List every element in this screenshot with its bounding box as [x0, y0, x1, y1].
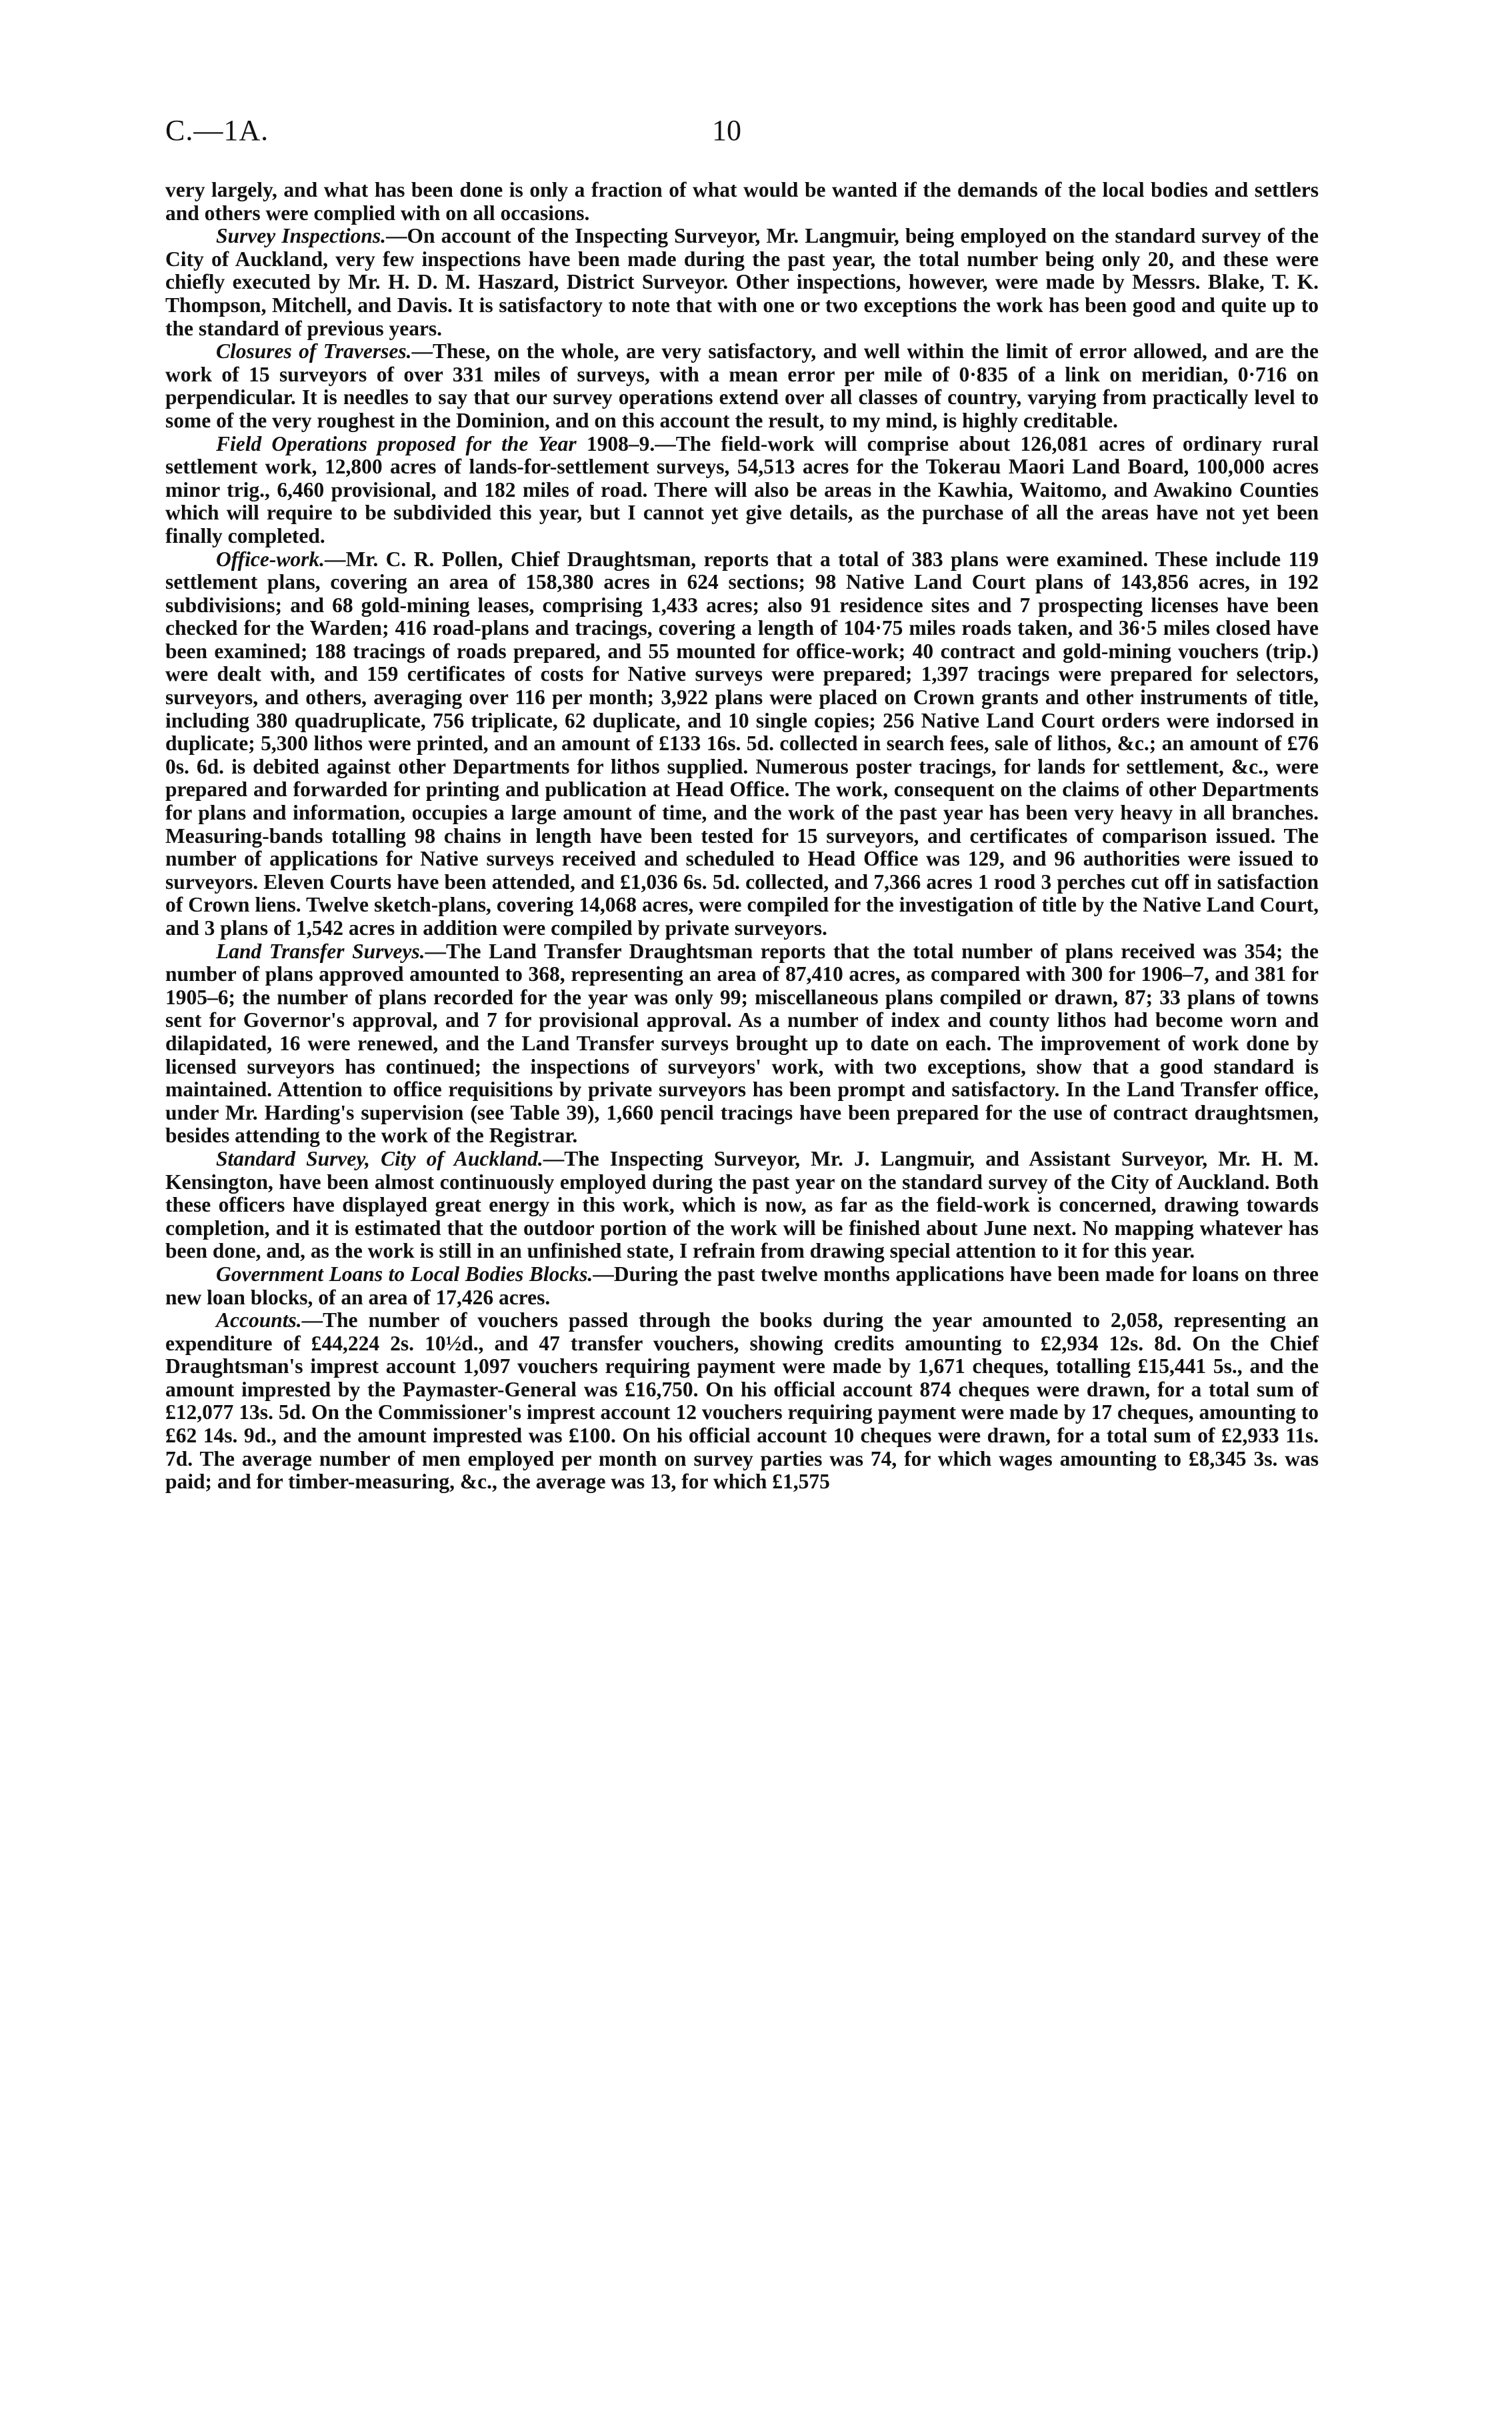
paragraph-text: —These, on the whole, are very satisfactory, and well within the limit of error allowed, and are the work of 15 surveyors of over 331 miles of surveys, with a mean error per mile of 0·835 of a link on meridian, 0·716 on perpendicular. It is needles to say that our survey operations extend over all classes of country, varying from practically level to some of the very roughest in the Dominion, and on this account the result, to my mind, is highly creditable.: [165, 339, 1319, 432]
paragraph-heading: Field Operations proposed for the Year: [216, 431, 577, 455]
paragraph-survey-inspections: [165, 225, 1319, 340]
paragraph-heading: Government Loans to Local Bodies Blocks.: [216, 1262, 593, 1286]
paragraph-text: —The number of vouchers passed through the books during the year amounted to 2,058, representing an expenditure of £44,224 2s. 10½d., and 47 transfer vouchers, showing credits amounting to £2,934 12s. 8d. On the Chief Draughtsman's imprest account 1,097 vouchers requiring payment were made by 1,671 cheques, totalling £15,441 5s., and the amount imprested by the Paymaster-General was £16,750. On his official account 874 cheques were drawn, for a total sum of £12,077 13s. 5d. On the Commissioner's imprest account 12 vouchers requiring payment were made by 17 cheques, amounting to £62 14s. 9d., and the amount imprested was £100. On his official account 10 cheques were drawn, for a total sum of £2,933 11s. 7d. The average number of men employed per month on survey parties was 74, for which wages amounting to £8,345 3s. was paid; and for timber-measuring, &c., the average was 13, for which £1,575: [165, 1308, 1319, 1494]
paragraph-heading: Closures of Traverses.: [216, 339, 412, 363]
paragraph-closures-of-traverses: [165, 340, 1319, 432]
paragraph-accounts: [165, 1309, 1319, 1494]
document-body: [165, 179, 1319, 1494]
paragraph-land-transfer-surveys: [165, 940, 1319, 1148]
paragraph-heading: Accounts.: [216, 1308, 302, 1332]
paragraph-field-operations: [165, 433, 1319, 548]
paragraph-heading: Land Transfer Surveys.: [216, 939, 425, 963]
paragraph-text: —Mr. C. R. Pollen, Chief Draughtsman, reports that a total of 383 plans were examined. These include 119 settlement plans, covering an area of 158,380 acres in 624 sections; 98 Native Land Court plans of 143,856 acres, in 192 subdivisions; and 68 gold-mining leases, comprising 1,433 acres; also 91 residence sites and 7 prospecting licenses have been checked for the Warden; 416 road-plans and tracings, covering a length of 104·75 miles roads taken, and 36·5 miles closed have been examined; 188 tracings of roads prepared, and 55 mounted for office-work; 40 contract and gold-mining vouchers (trip.) were dealt with, and 159 certificates of costs for Native surveys were prepared; 1,397 tracings were prepared for selectors, surveyors, and others, averaging over 116 per month; 3,922 plans were placed on Crown grants and other instruments of title, including 380 quadruplicate, 756 triplicate, 62 duplicate, and 10 single copies; 256 Native Land Court orders were indorsed in duplicate; 5,300 lithos were printed, and an amount of £133 16s. 5d. collected in search fees, sale of lithos, &c.; an amount of £76 0s. 6d. is debited against other Departments for lithos supplied. Numerous poster tracings, for lands for settlement, &c., were prepared and forwarded for printing and publication at Head Office. The work, consequent on the claims of other Departments for plans and information, occupies a large amount of time, and the work of the past year has been very heavy in all branches. Measuring-bands totalling 98 chains in length have been tested for 15 surveyors, and certificates of comparison issued. The number of applications for Native surveys received and scheduled to Head Office was 129, and 96 authorities were issued to surveyors. Eleven Courts have been attended, and £1,036 6s. 5d. collected, and 7,366 acres 1 rood 3 perches cut off in satisfaction of Crown liens. Twelve sketch-plans, covering 14,068 acres, were compiled for the investigation of title by the Native Land Court, and 3 plans of 1,542 acres in addition were compiled by private surveyors.: [165, 547, 1319, 940]
paragraph-heading: Office-work.: [216, 547, 325, 571]
paragraph-office-work: [165, 548, 1319, 940]
page-header: [165, 113, 1319, 153]
page-number: 10: [712, 114, 741, 147]
paragraph-government-loans: [165, 1263, 1319, 1309]
document-reference: C.—1A.: [165, 114, 269, 147]
paragraph-text: —During the past twelve months applications have been made for loans on three new loan blocks, of an area of 17,426 acres.: [165, 1262, 1319, 1309]
paragraph-standard-survey: [165, 1148, 1319, 1263]
paragraph-text: —The Inspecting Surveyor, Mr. J. Langmuir, and Assistant Surveyor, Mr. H. M. Kensington, have been almost continuously employed during the past year on the standard survey of the City of Auckland. Both these officers have displayed great energy in this work, which is now, as far as the field-work is concerned, drawing towards completion, and it is estimated that the outdoor portion of the work will be finished about June next. No mapping whatever has been done, and, as the work is still in an unfinished state, I refrain from drawing special attention to it for this year.: [165, 1146, 1319, 1263]
paragraph-text: —On account of the Inspecting Surveyor, Mr. Langmuir, being employed on the standard survey of the City of Auckland, very few inspections have been made during the past year, the total number being only 20, and these were chiefly executed by Mr. H. D. M. Haszard, District Surveyor. Other inspections, however, were made by Messrs. Blake, T. K. Thompson, Mitchell, and Davis. It is satisfactory to note that with one or two exceptions the work has been good and quite up to the standard of previous years.: [165, 224, 1319, 340]
paragraph-heading: Standard Survey, City of Auckland.: [216, 1146, 543, 1170]
paragraph-text: 1908–9.—The field-work will comprise about 126,081 acres of ordinary rural settlement work, 12,800 acres of lands-for-settlement surveys, 54,513 acres for the Tokerau Maori Land Board, 100,000 acres minor trig., 6,460 provisional, and 182 miles of road. There will also be areas in the Kawhia, Waitomo, and Awakino Counties which will require to be subdivided this year, but I cannot yet give details, as the purchase of all the areas have not yet been finally completed.: [165, 431, 1319, 547]
paragraph-continuation: [165, 179, 1319, 225]
paragraph-text: —The Land Transfer Draughtsman reports that the total number of plans received was 354; the number of plans approved amounted to 368, representing an area of 87,410 acres, as compared with 300 for 1906–7, and 381 for 1905–6; the number of plans recorded for the year was only 99; miscellaneous plans compiled or drawn, 87; 33 plans of towns sent for Governor's approval, and 7 for provisional approval. As a number of index and county lithos had become worn and dilapidated, 16 were renewed, and the Land Transfer surveys brought up to date on each. The improvement of work done by licensed surveyors has continued; the inspections of surveyors' work, with two exceptions, show that a good standard is maintained. Attention to office requisitions by private surveyors has been prompt and satisfactory. In the Land Transfer office, under Mr. Harding's supervision (see Table 39), 1,660 pencil tracings have been prepared for the use of contract draughtsmen, besides attending to the work of the Registrar.: [165, 939, 1319, 1148]
paragraph-text: very largely, and what has been done is only a fraction of what would be wanted if the demands of the local bodies and settlers and others were complied with on all occasions.: [165, 178, 1319, 225]
paragraph-heading: Survey Inspections.: [216, 224, 386, 248]
